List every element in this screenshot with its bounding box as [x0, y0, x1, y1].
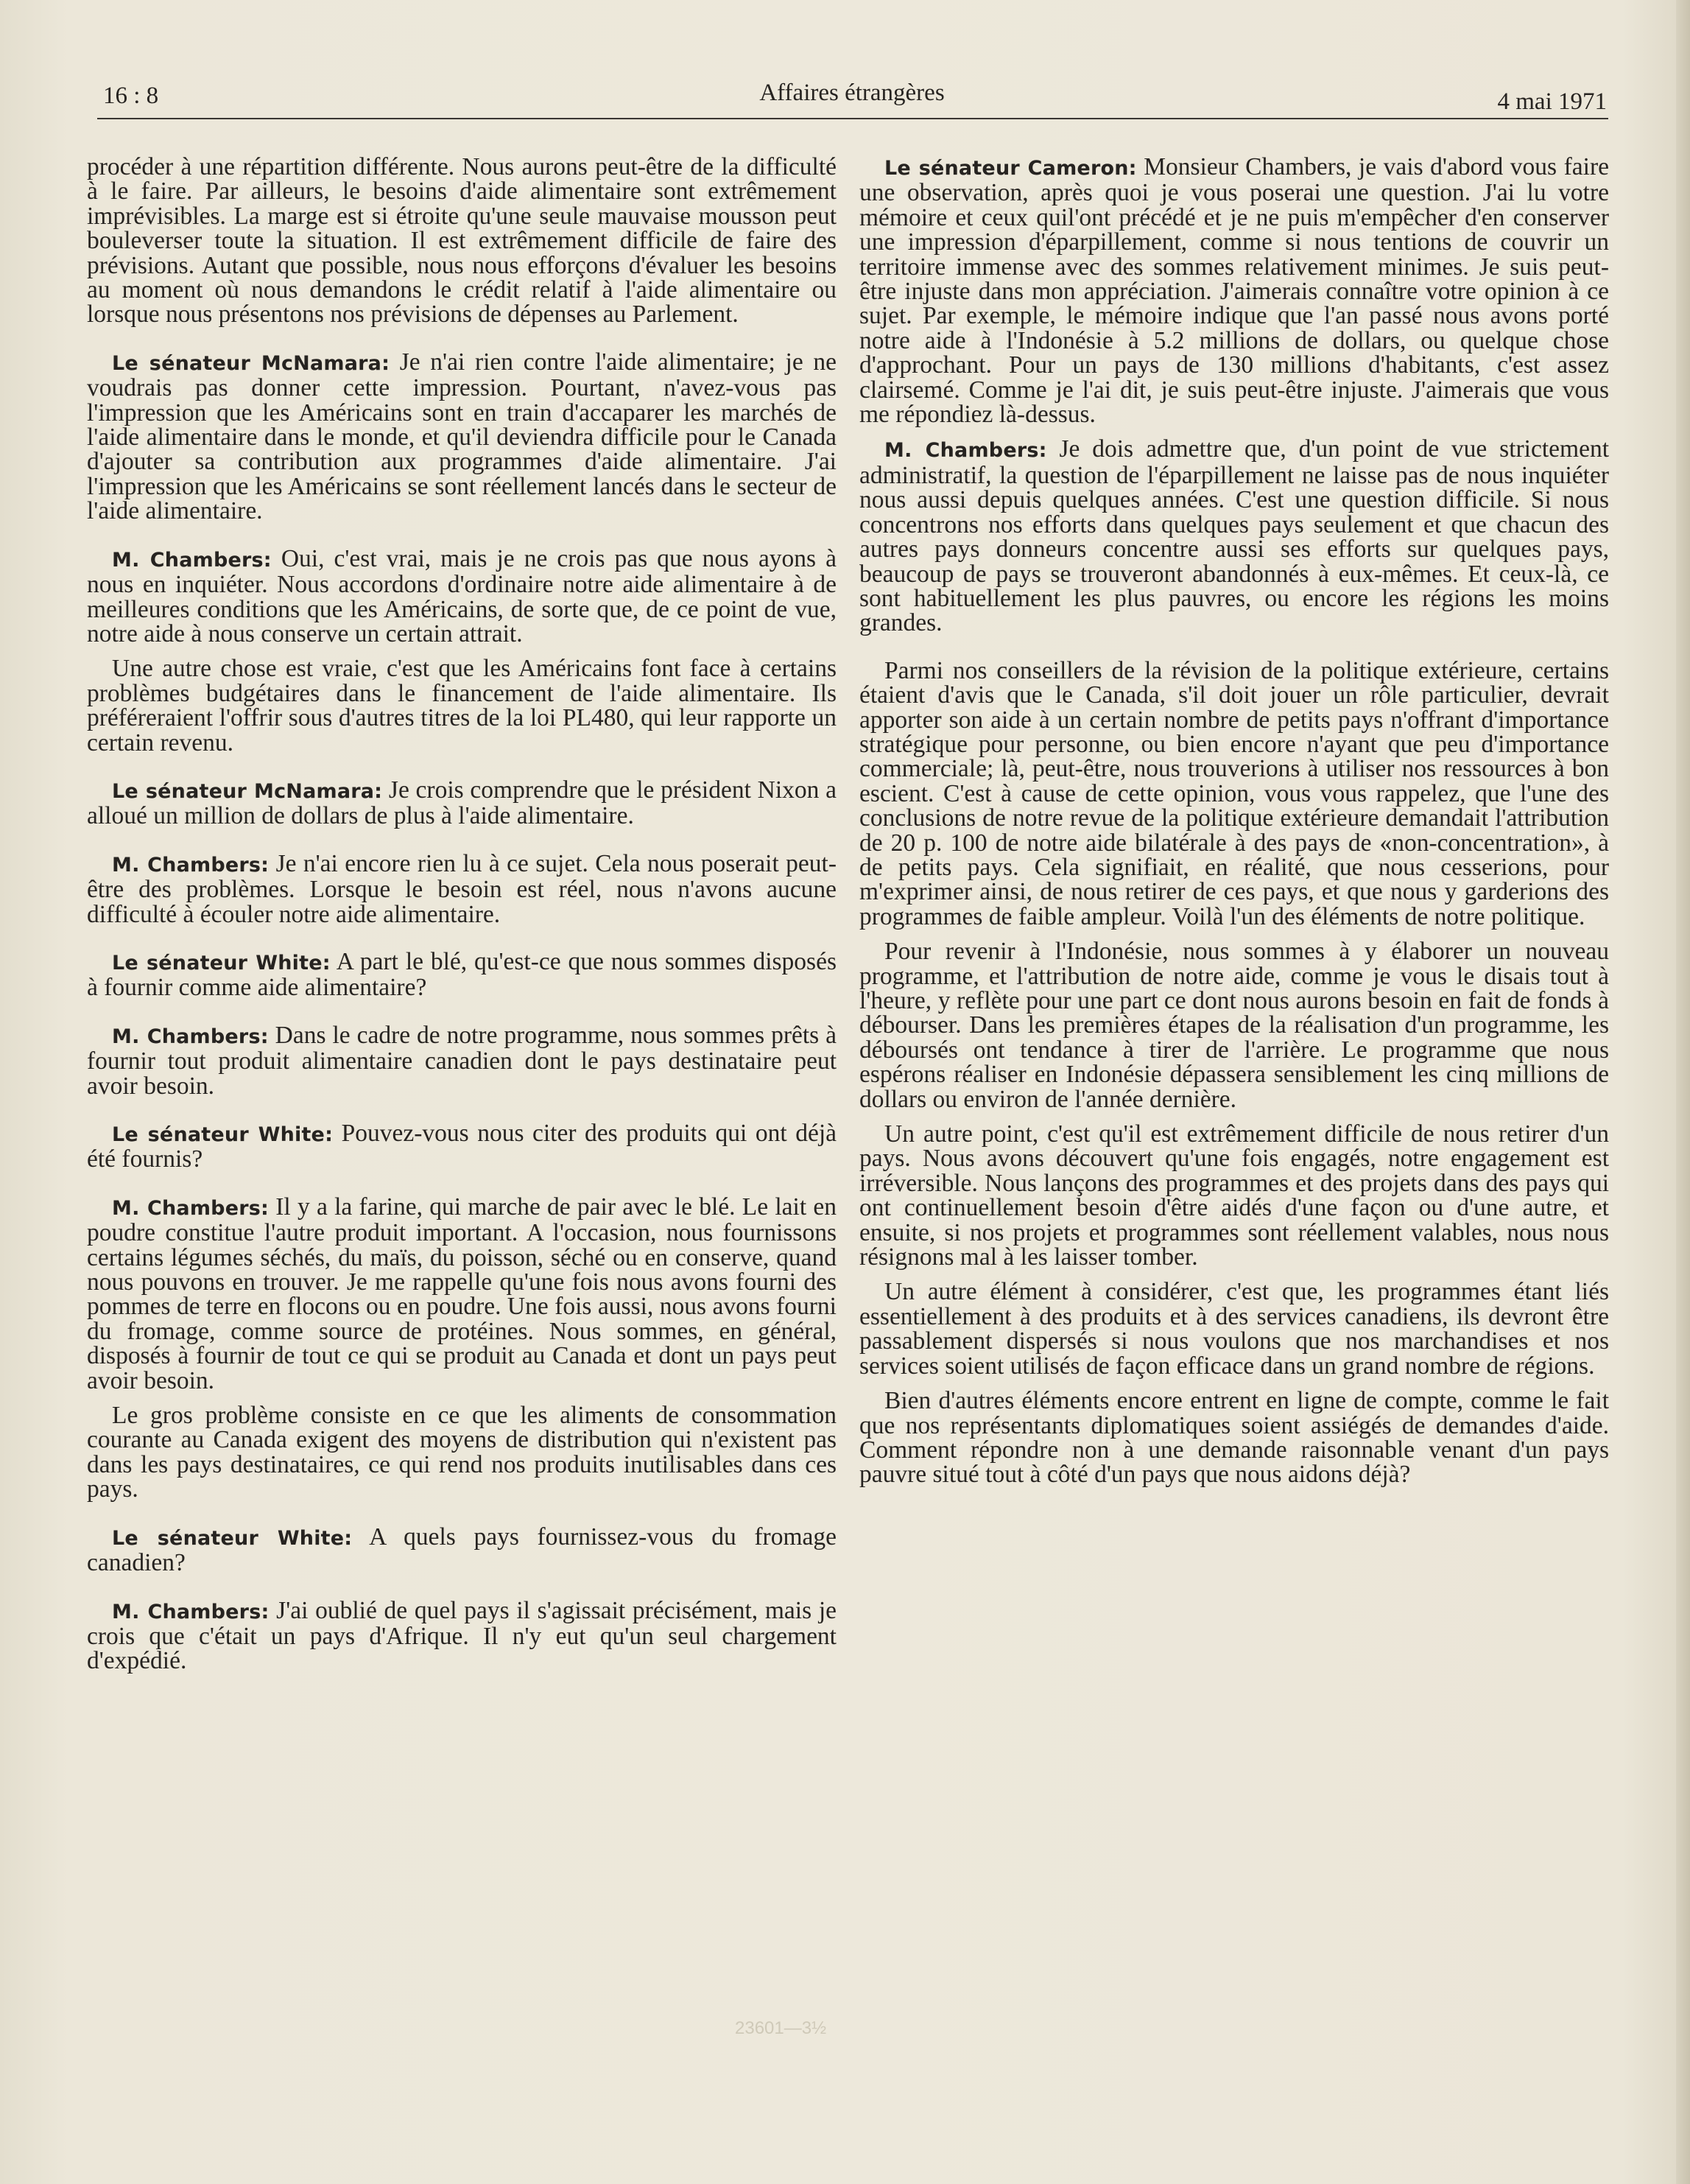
paragraph: Bien d'autres éléments encore entrent en ligne de compte, comme le fait que nos représentants diplomatiques soient assiégés de demandes d'aide. Comment répondre non à une demande raisonnable venant d'un pays pauvre situé tout à côté d'un pays que nous aidons déjà? — [859, 1387, 1609, 1489]
paragraph: Une autre chose est vraie, c'est que les Américains font face à certains problèmes budgétaires dans le financement de l'aide alimentaire. Ils préféreraient l'offrir sous d'autres titres de la loi PL480, qui leur rapporte un certain revenu. — [87, 655, 837, 756]
speaker-name: Le sénateur McNamara: — [112, 351, 390, 375]
paragraph: procéder à une répartition différente. Nous aurons peut-être de la difficulté à le faire. Par ailleurs, le besoins d'aide alimentaire sont extrêmement imprévisibles. La marge est si étroite qu'une seule mauvaise mousson peut bouleverser toute la situation. Il est extrêmement difficile de faire des prévisions. Autant que possible, nous nous efforçons d'évaluer les besoins au moment où nous demandons le crédit relatif à l'aide alimentaire ou lorsque nous présentons nos prévisions de dépenses au Parlement. — [87, 153, 837, 329]
page-edge — [1676, 0, 1690, 2184]
paragraph: Parmi nos conseillers de la révision de la politique extérieure, certains étaient d'avis que le Canada, s'il doit jouer un rôle particulier, devrait apporter son aide à un certain nombre de petits pays n'offrant d'importance stratégique pour personne, ou bien encore n'ayant que peu d'importance commerciale; là, peut-être, nous trouverions à utiliser nos ressources à bon escient. C'est à cause de cette opinion, vous vous rappelez, que l'une des conclusions de notre revue de la politique extérieure demandait l'attribution de 20 p. 100 de notre aide bilatérale à des pays de «non-concentration», à de petits pays. Cela signifiait, en réalité, que nous cesserions, pour m'exprimer ainsi, de nous retirer de ces pays, et que nous y garderions des programmes de faible ampleur. Voilà l'un des éléments de notre politique. — [859, 656, 1609, 930]
speaker-name: M. Chambers: — [112, 1196, 270, 1220]
paragraph: Un autre élément à considérer, c'est que, les programmes étant liés essentiellement à des produits et à des services canadiens, ils devront être passablement dispersés si nous voulons que nos marchandises et nos services soient utilisés de façon efficace dans un grand nombre de régions. — [859, 1278, 1609, 1380]
paragraph: M. Chambers: Oui, c'est vrai, mais je ne crois pas que nous ayons à nous en inquiéter. Nous accordons d'ordinaire notre aide alimentaire à de meilleures conditions que les Américains, de sorte que, de ce point de vue, notre aide à nous conserve un certain attrait. — [87, 544, 837, 647]
speaker-name: Le sénateur White: — [112, 1123, 334, 1146]
speaker-name: M. Chambers: — [112, 853, 270, 877]
speaker-name: Le sénateur White: — [112, 951, 331, 975]
paragraph: Le sénateur Cameron: Monsieur Chambers, je vais d'abord vous faire une observation, après quoi je vous poserai une question. J'ai lu votre mémoire et ceux quil'ont précédé et je ne puis m'empêcher d'en conserver une impression d'éparpillement, comme si nous tentions de couvrir un territoire immense avec des sommes relativement minimes. Je suis peut-être injuste dans mon appréciation. J'aimerais connaître votre opinion à ce sujet. Par exemple, le mémoire indique que l'an passé nous avons porté notre aide à l'Indonésie à 5.2 millions de dollars, ou quelque chose d'approchant. Pour un pays de 130 millions d'habitants, c'est assez clairsemé. Comme je l'ai dit, je suis peut-être injuste. J'aimerais que vous me répondiez là-dessus. — [859, 153, 1610, 429]
paragraph: M. Chambers: J'ai oublié de quel pays il s'agissait précisément, mais je crois que c'était un pays d'Afrique. Il n'y eut qu'un seul chargement d'expédié. — [87, 1596, 837, 1675]
page-number: 16 : 8 — [103, 82, 159, 109]
publication-title: Affaires étrangères — [759, 80, 945, 106]
page-header — [97, 80, 1607, 116]
paragraph: Le sénateur White: A quels pays fournissez-vous du fromage canadien? — [87, 1523, 837, 1577]
paragraph: M. Chambers: Je dois admettre que, d'un point de vue strictement administratif, la question de l'éparpillement ne laisse pas de nous inquiéter nous aussi depuis quelques années. C'est une question difficile. Si nous concentrons nos efforts dans quelques pays seulement et que chacun des autres pays donneurs concentre aussi ses efforts sur quelques pays, beaucoup de pays se trouveront abandonnés à eux-mêmes. Et ceux-là, ce sont habituellement les plus pauvres, ou encore les régions les moins grandes. — [859, 435, 1609, 637]
right-column — [859, 155, 1609, 1487]
paragraph: Le sénateur McNamara: Je n'ai rien contre l'aide alimentaire; je ne voudrais pas donner cette impression. Pourtant, n'avez-vous pas l'impression que les Américains sont en train d'accaparer les marchés de l'aide alimentaire dans le monde, et qu'il deviendra difficile pour le Canada d'ajouter sa contribution aux programmes d'aide alimentaire. J'ai l'impression que les Américains se sont réellement lancés dans le secteur de l'aide alimentaire. — [87, 348, 837, 525]
paragraph: M. Chambers: Je n'ai encore rien lu à ce sujet. Cela nous poserait peut-être des problèmes. Lorsque le besoin est réel, nous n'avons aucune difficulté à écouler notre aide alimentaire. — [87, 849, 837, 928]
header-rule — [97, 118, 1608, 119]
paragraph: Le sénateur White: A part le blé, qu'est-ce que nous sommes disposés à fournir comme aide alimentaire? — [87, 947, 837, 1002]
paragraph: Un autre point, c'est qu'il est extrêmement difficile de nous retirer d'un pays. Nous avons découvert qu'une fois engagés, notre engagement est irréversible. Nous lançons des programmes et des projets dans des pays qui ont continuellement besoin d'être aidés d'une façon ou d'une autre, et ensuite, si nos projets et programmes sont réellement valables, nous nous résignons mal à les laisser tomber. — [859, 1120, 1609, 1271]
printer-signature-mark: 23601—3½ — [735, 2018, 827, 2038]
paragraph: Le sénateur White: Pouvez-vous nous citer des produits qui ont déjà été fournis? — [87, 1120, 837, 1173]
speaker-name: M. Chambers: — [112, 1025, 269, 1048]
left-column — [87, 155, 837, 1674]
speaker-name: M. Chambers: — [884, 439, 1047, 463]
paragraph: Le gros problème consiste en ce que les aliments de consommation courante au Canada exigent des moyens de distribution qui n'existent pas dans les pays destinataires, ce qui rend nos produits inutilisables dans ces pays. — [87, 1402, 837, 1503]
paragraph: M. Chambers: Il y a la farine, qui marche de pair avec le blé. Le lait en poudre constitue l'autre produit important. A l'occasion, nous fournissons certains légumes séchés, du maïs, du poisson, séché ou en conserve, quand nous pouvons en trouver. Je me rappelle qu'une fois nous avons fourni des pommes de terre en flocons ou en poudre. Une fois aussi, nous avons fourni du fromage, comme source de protéines. Nous sommes, en général, disposés à fournir de tout ce qui se produit au Canada et dont un pays peut avoir besoin. — [87, 1193, 837, 1394]
paragraph: M. Chambers: Dans le cadre de notre programme, nous sommes prêts à fournir tout produit alimentaire canadien dont le pays destinataire peut avoir besoin. — [87, 1021, 837, 1100]
speaker-name: M. Chambers: — [112, 1600, 270, 1623]
speaker-name: M. Chambers: — [112, 548, 272, 572]
speaker-name: Le sénateur Cameron: — [884, 157, 1137, 180]
speaker-name: Le sénateur McNamara: — [112, 779, 383, 803]
speaker-name: Le sénateur White: — [112, 1526, 353, 1550]
page-date: 4 mai 1971 — [1497, 88, 1607, 115]
paragraph: Pour revenir à l'Indonésie, nous sommes à y élaborer un nouveau programme, et l'attribution de notre aide, comme je vous le disais tout à l'heure, y reflète pour une part ce dont nous aurons besoin en fait de fonds à débourser. Dans les premières étapes de la réalisation d'un programme, les déboursés ont tendance à tirer de l'arrière. Le programme que nous espérons réaliser en Indonésie dépassera sensiblement les cinq millions de dollars ou environ de l'année dernière. — [859, 938, 1609, 1113]
paragraph: Le sénateur McNamara: Je crois comprendre que le président Nixon a alloué un million de dollars de plus à l'aide alimentaire. — [87, 776, 837, 830]
